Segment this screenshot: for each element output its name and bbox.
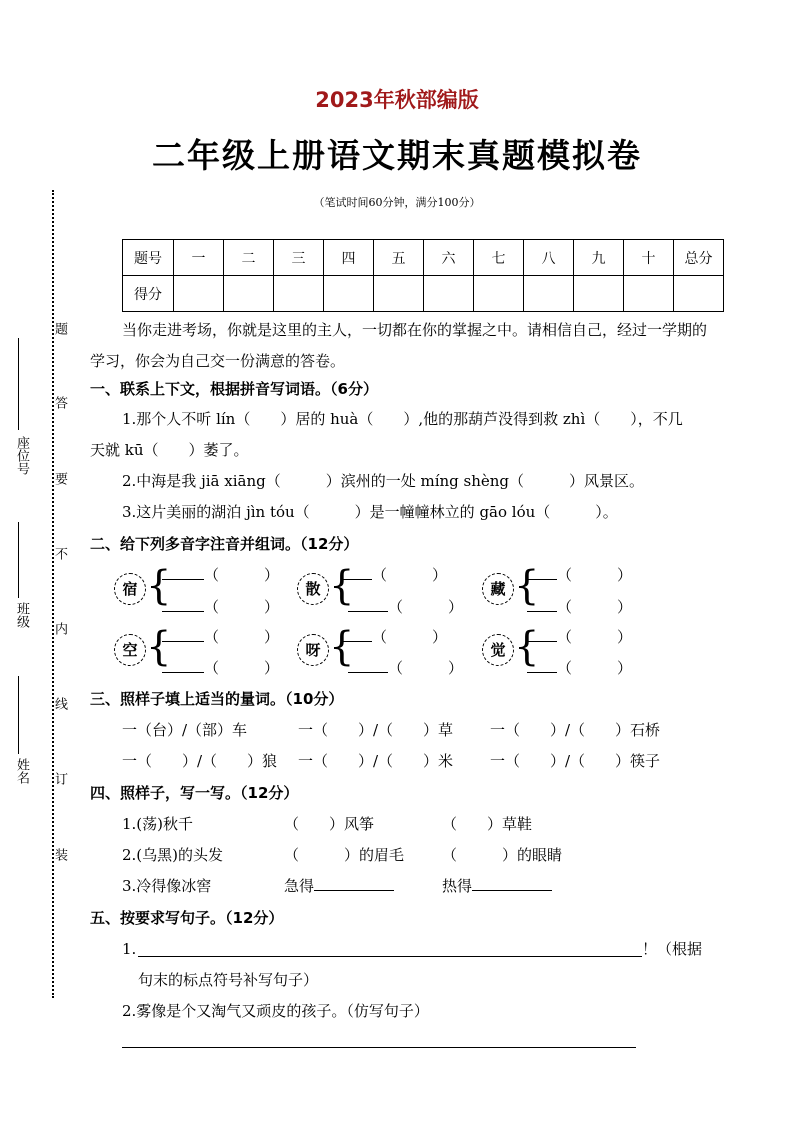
score-cell[interactable] <box>624 276 674 312</box>
score-header-cell: 一 <box>174 240 224 276</box>
score-header-cell: 二 <box>224 240 274 276</box>
polyphone-char: 呀 <box>297 634 329 666</box>
fill-item[interactable] <box>284 876 394 896</box>
score-cell[interactable] <box>174 276 224 312</box>
example-item: 2.(乌黑)的头发 <box>122 846 224 864</box>
section-heading: 三、照样子填上适当的量词。（10分） <box>90 690 344 708</box>
question-text: 天就 kū（ ）萎了。 <box>90 441 249 459</box>
score-row-label: 得分 <box>123 276 174 312</box>
seat-number-label: 座位号 <box>14 436 29 475</box>
score-cell[interactable] <box>674 276 724 312</box>
score-header-cell: 四 <box>324 240 374 276</box>
exam-time-note: （笔试时间60分钟，满分100分） <box>313 196 481 209</box>
exam-title: 二年级上册语文期末真题模拟卷 <box>152 136 642 175</box>
score-header-cell: 六 <box>424 240 474 276</box>
polyphone-char: 觉 <box>482 634 514 666</box>
answer-slot[interactable]: （ ） <box>342 626 447 647</box>
score-cell[interactable] <box>424 276 474 312</box>
answer-line[interactable] <box>122 1047 636 1048</box>
score-header-cell: 七 <box>474 240 524 276</box>
polyphone-char: 宿 <box>114 573 146 605</box>
measure-word-item[interactable]: 一（ ）/（ ）狼 <box>122 752 278 770</box>
answer-slot[interactable]: （ ） <box>527 657 632 678</box>
edition-label: 2023年秋部编版 <box>315 88 479 112</box>
answer-slot[interactable]: （ ） <box>162 564 279 585</box>
example-item: 1.(荡)秋千 <box>122 815 194 833</box>
answer-slot[interactable]: （ ） <box>527 564 632 585</box>
fill-prompt: 急得 <box>284 877 315 895</box>
polyphone-char: 散 <box>297 573 329 605</box>
question-number: 1. <box>122 940 137 958</box>
brace-icon: { <box>514 563 540 609</box>
measure-word-item: 一（台）/（部）车 <box>122 721 248 739</box>
binding-warning-char: 要 <box>52 472 67 485</box>
answer-slot[interactable]: （ ） <box>162 626 279 647</box>
brace-icon: { <box>146 624 172 670</box>
section-heading: 二、给下列多音字注音并组词。（12分） <box>90 535 359 553</box>
score-cell[interactable] <box>474 276 524 312</box>
score-header-cell: 总分 <box>674 240 724 276</box>
score-header-cell: 十 <box>624 240 674 276</box>
score-header-cell: 九 <box>574 240 624 276</box>
example-item: 3.冷得像冰窖 <box>122 877 212 895</box>
fill-item[interactable]: （ ）风筝 <box>284 815 375 833</box>
question-text: ！（根据 <box>642 940 703 958</box>
binding-warning-char: 题 <box>52 322 67 335</box>
fill-item[interactable]: （ ）的眉毛 <box>284 846 405 864</box>
name-blank[interactable] <box>18 676 19 754</box>
answer-line[interactable] <box>138 956 642 957</box>
score-header-cell: 五 <box>374 240 424 276</box>
answer-slot[interactable]: （ ） <box>348 657 463 678</box>
score-table-header-row <box>123 240 724 276</box>
fill-item[interactable]: （ ）草鞋 <box>442 815 533 833</box>
binding-dotted-line <box>52 190 54 998</box>
score-table <box>122 239 724 312</box>
brace-icon: { <box>514 624 540 670</box>
score-header-cell: 八 <box>524 240 574 276</box>
answer-slot[interactable]: （ ） <box>527 596 632 617</box>
fill-item[interactable] <box>442 876 552 896</box>
score-cell[interactable] <box>374 276 424 312</box>
class-blank[interactable] <box>18 522 19 598</box>
binding-warning-char: 答 <box>52 396 67 409</box>
binding-warning-char: 不 <box>52 547 67 560</box>
section-heading: 五、按要求写句子。（12分） <box>90 909 284 927</box>
answer-slot[interactable]: （ ） <box>162 596 279 617</box>
answer-slot[interactable]: （ ） <box>348 596 463 617</box>
answer-slot[interactable]: （ ） <box>527 626 632 647</box>
question-text: 2.中海是我 jiā xiāng（ ）滨州的一处 míng shèng（ ）风景区。 <box>122 472 645 490</box>
polyphone-char: 藏 <box>482 573 514 605</box>
score-cell[interactable] <box>574 276 624 312</box>
intro-line: 当你走进考场，你就是这里的主人，一切都在你的掌握之中。请相信自己，经过一学期的 <box>122 321 708 339</box>
measure-word-item[interactable]: 一（ ）/（ ）石桥 <box>490 721 661 739</box>
brace-icon: { <box>329 624 355 670</box>
intro-line: 学习，你会为自己交一份满意的答卷。 <box>90 352 346 370</box>
seat-number-blank[interactable] <box>18 338 19 430</box>
score-cell[interactable] <box>224 276 274 312</box>
brace-icon: { <box>329 563 355 609</box>
fill-prompt: 热得 <box>442 877 473 895</box>
score-table-score-row <box>123 276 724 312</box>
binding-warning-char: 装 <box>52 848 67 861</box>
score-header-cell: 题号 <box>123 240 174 276</box>
question-text: 3.这片美丽的湖泊 jìn tóu（ ）是一幢幢林立的 gāo lóu（ ）。 <box>122 503 618 521</box>
name-label: 姓名 <box>14 758 29 784</box>
section-heading: 四、照样子，写一写。（12分） <box>90 784 299 802</box>
score-cell[interactable] <box>524 276 574 312</box>
question-text: 2.雾像是个又淘气又顽皮的孩子。（仿写句子） <box>122 1002 429 1020</box>
class-label: 班级 <box>14 602 29 628</box>
measure-word-item[interactable]: 一（ ）/（ ）米 <box>298 752 454 770</box>
binding-warning-char: 线 <box>52 697 67 710</box>
answer-slot[interactable]: （ ） <box>342 564 447 585</box>
measure-word-item[interactable]: 一（ ）/（ ）筷子 <box>490 752 661 770</box>
binding-warning-char: 内 <box>52 622 67 635</box>
measure-word-item[interactable]: 一（ ）/（ ）草 <box>298 721 454 739</box>
polyphone-char: 空 <box>114 634 146 666</box>
fill-item[interactable]: （ ）的眼睛 <box>442 846 563 864</box>
score-cell[interactable] <box>274 276 324 312</box>
binding-warning-char: 订 <box>52 772 67 785</box>
section-heading: 一、联系上下文，根据拼音写词语。（6分） <box>90 380 378 398</box>
answer-slot[interactable]: （ ） <box>162 657 279 678</box>
question-text: 1.那个人不听 lín（ ）居的 huà（ ）,他的那葫芦没得到救 zhì（ ），不几 <box>122 410 683 428</box>
score-header-cell: 三 <box>274 240 324 276</box>
brace-icon: { <box>146 563 172 609</box>
question-text: 句末的标点符号补写句子） <box>138 971 319 989</box>
score-cell[interactable] <box>324 276 374 312</box>
